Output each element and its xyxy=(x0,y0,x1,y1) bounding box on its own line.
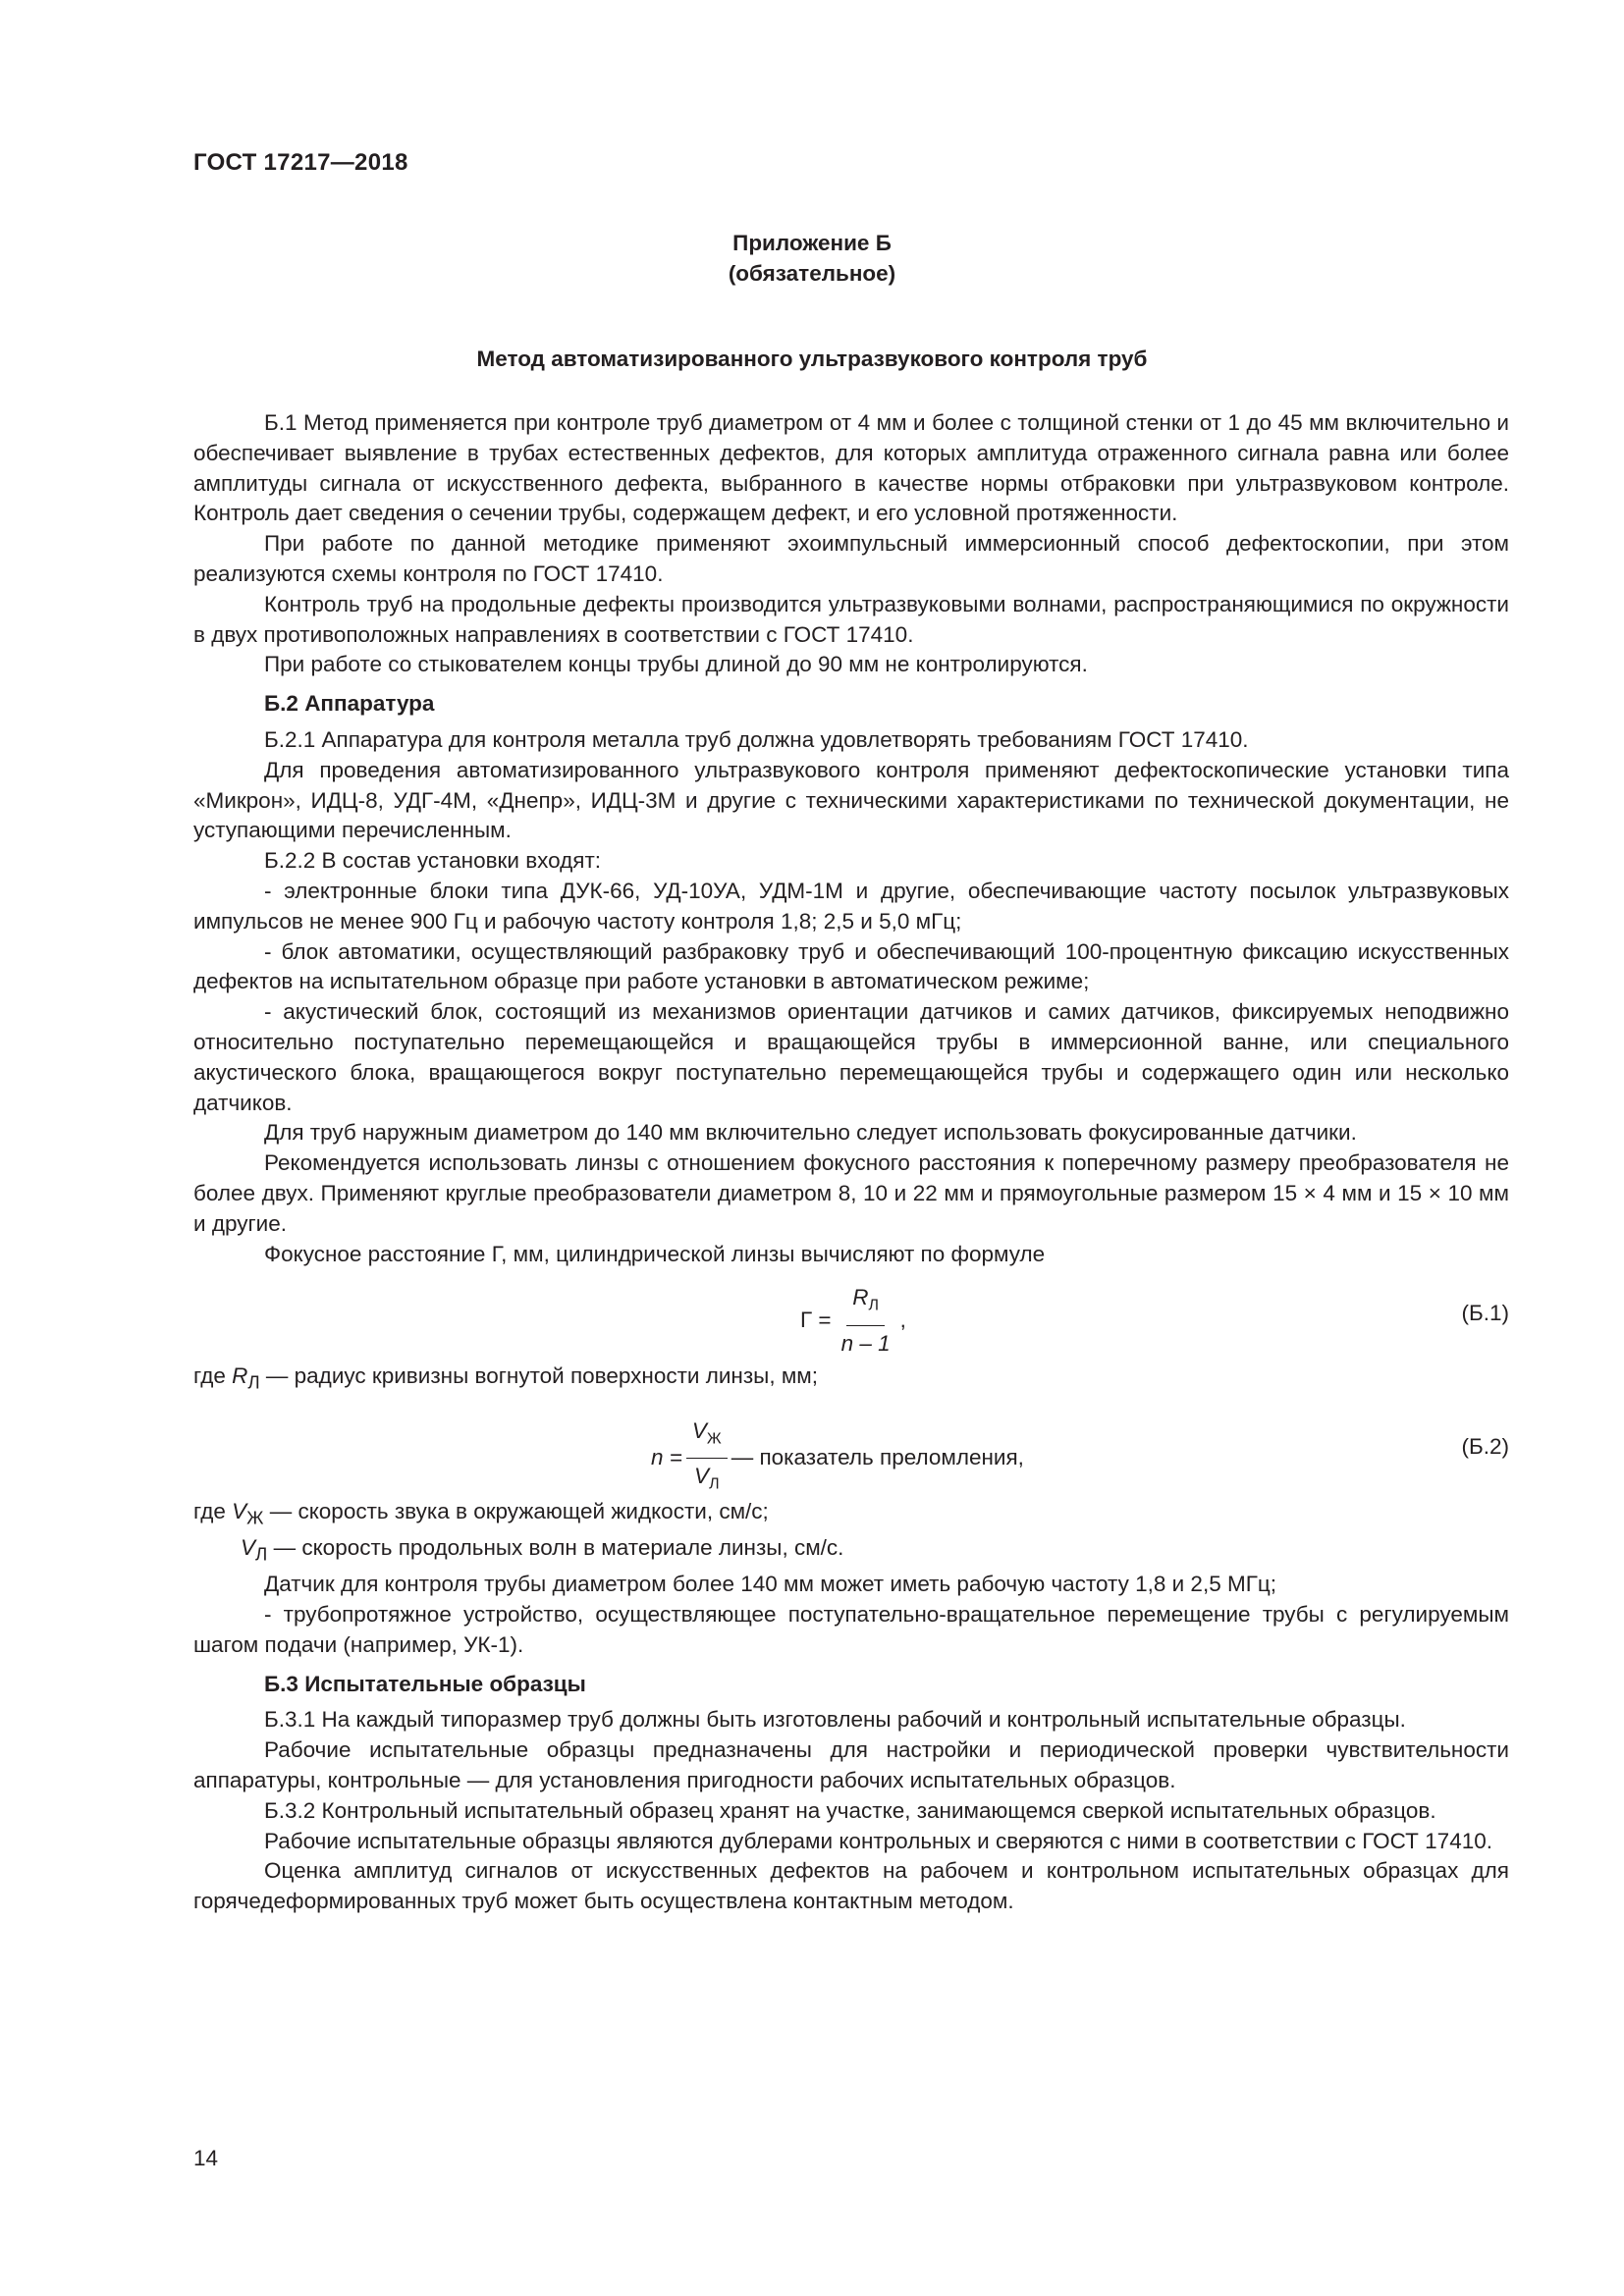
annex-status: (обязательное) xyxy=(728,261,896,286)
paragraph: Б.2.1 Аппаратура для контроля металла труб должна удовлетворять требованиям ГОСТ 17410. xyxy=(264,726,1249,752)
document-header: ГОСТ 17217—2018 xyxy=(193,149,408,176)
formula-b1-numerator: $R_Л$ xyxy=(846,1283,885,1325)
formula-b2-numerator: $V_Ж$ xyxy=(686,1416,728,1459)
paragraph: Рабочие испытательные образцы предназначены для настройки и периодической проверки чувствительности аппаратуры, контрольные — для установления пригодности рабочих испытательных образцов. xyxy=(193,1737,1509,1792)
formula-b1-tail: , xyxy=(899,1308,906,1333)
formula-b2-lhs: n = xyxy=(651,1445,682,1469)
formula-b1-denominator: n – 1 xyxy=(840,1330,891,1356)
formula-b2-expression xyxy=(651,1416,1024,1501)
paragraph: Датчик для контроля трубы диаметром более 140 мм может иметь рабочую частоту 1,8 и 2,5 МГц; xyxy=(264,1572,1277,1597)
body-text xyxy=(193,408,1509,1917)
formula-b2-where-2: $V_Л$ — скорость продольных волн в материале линзы, см/с. xyxy=(241,1534,844,1565)
formula-b1-lhs: Г = xyxy=(800,1308,832,1333)
paragraph: Для труб наружным диаметром до 140 мм включительно следует использовать фокусированные датчики. xyxy=(264,1120,1357,1146)
formula-b2 xyxy=(193,1416,1509,1497)
formula-b2-denominator: $V_Л$ xyxy=(694,1463,720,1493)
paragraph: Фокусное расстояние Г, мм, цилиндрической линзы вычисляют по формуле xyxy=(264,1241,1046,1266)
formula-b1-expression xyxy=(800,1283,906,1359)
list-item: - акустический блок, состоящий из механизмов ориентации датчиков и самих датчиков, фиксируемых неподвижно относительно поступательно перемещающейся и вращающейся трубы в иммерсионной ванне, или специального акустического блока, вращающегося вокруг поступательно перемещающейся трубы и содержащего один или несколько датчиков. xyxy=(193,999,1509,1115)
main-title: Метод автоматизированного ультразвукового контроля труб xyxy=(476,347,1148,371)
formula-b2-number: (Б.2) xyxy=(1461,1433,1509,1459)
paragraph: Б.2.2 В состав установки входят: xyxy=(264,848,602,874)
paragraph: При работе по данной методике применяют эхоимпульсный иммерсионный способ дефектоскопии, при этом реализуются схемы контроля по ГОСТ 17410. xyxy=(193,531,1509,586)
formula-b1-number: (Б.1) xyxy=(1461,1301,1509,1326)
formula-b1-fraction xyxy=(836,1283,896,1359)
list-item: - блок автоматики, осуществляющий разбраковку труб и обеспечивающий 100-процентную фиксацию искусственных дефектов на испытательном образце при работе установки в автоматическом режиме; xyxy=(193,938,1509,994)
list-item: - электронные блоки типа ДУК-66, УД-10УА, УДМ-1М и другие, обеспечивающие частоту посылок ультразвуковых импульсов не менее 900 Гц и рабочую частоту контроля 1,8; 2,5 и 5,0 мГц; xyxy=(193,878,1509,934)
formula-b1 xyxy=(193,1269,1509,1362)
formula-b2-where-1: где $V_Ж$ — скорость звука в окружающей жидкости, см/с; xyxy=(193,1498,769,1528)
paragraph: Б.3.1 На каждый типоразмер труб должны быть изготовлены рабочий и контрольный испытательные образцы. xyxy=(264,1707,1406,1733)
annex-title: Приложение Б xyxy=(732,231,892,255)
section-heading-b3: Б.3 Испытательные образцы xyxy=(264,1671,586,1696)
paragraph: Б.1 Метод применяется при контроле труб диаметром от 4 мм и более с толщиной стенки от 1 до 45 мм включительно и обеспечивает выявление в трубах естественных дефектов, для которых амплитуда отраженного сигнала равна или более амплитуды сигнала от искусственного дефекта, выбранного в качестве нормы отбраковки при ультразвуковом контроле. Контроль дает сведения о сечении трубы, содержащем дефект, и его условной протяженности. xyxy=(193,410,1509,526)
paragraph: Для проведения автоматизированного ультразвукового контроля применяют дефектоскопические установки типа «Микрон», ИДЦ-8, УДГ-4М, «Днепр», ИДЦ-3М и другие с техническими характеристиками по технической документации, не уступающими перечисленным. xyxy=(193,757,1509,843)
formula-b1-where: где $R_Л$ — радиус кривизны вогнутой поверхности линзы, мм; xyxy=(193,1363,819,1393)
list-item: - трубопротяжное устройство, осуществляющее поступательно-вращательное перемещение трубы с регулируемым шагом подачи (например, УК-1). xyxy=(193,1602,1509,1657)
paragraph: Оценка амплитуд сигналов от искусственных дефектов на рабочем и контрольном испытательных образцах для горячедеформированных труб может быть осуществлена контактным методом. xyxy=(193,1858,1509,1914)
section-heading-b2: Б.2 Аппаратура xyxy=(264,691,435,717)
paragraph: Рекомендуется использовать линзы с отношением фокусного расстояния к поперечному размеру преобразователя не более двух. Применяют круглые преобразователи диаметром 8, 10 и 22 мм и прямоугольные размером 15 × 4 мм и 15 × 10 мм и другие. xyxy=(193,1150,1509,1236)
formula-b2-tail: — показатель преломления, xyxy=(731,1445,1024,1469)
paragraph: При работе со стыкователем концы трубы длиной до 90 мм не контролируются. xyxy=(264,652,1088,677)
paragraph: Контроль труб на продольные дефекты производится ультразвуковыми волнами, распространяющимися по окружности в двух противоположных направлениях в соответствии с ГОСТ 17410. xyxy=(193,591,1509,647)
paragraph: Рабочие испытательные образцы являются дублерами контрольных и сверяются с ними в соответствии с ГОСТ 17410. xyxy=(264,1828,1492,1853)
paragraph: Б.3.2 Контрольный испытательный образец хранят на участке, занимающемся сверкой испытательных образцов. xyxy=(264,1797,1436,1823)
annex-heading xyxy=(0,228,1624,289)
page-number: 14 xyxy=(193,2146,219,2170)
formula-b2-fraction xyxy=(686,1416,728,1501)
